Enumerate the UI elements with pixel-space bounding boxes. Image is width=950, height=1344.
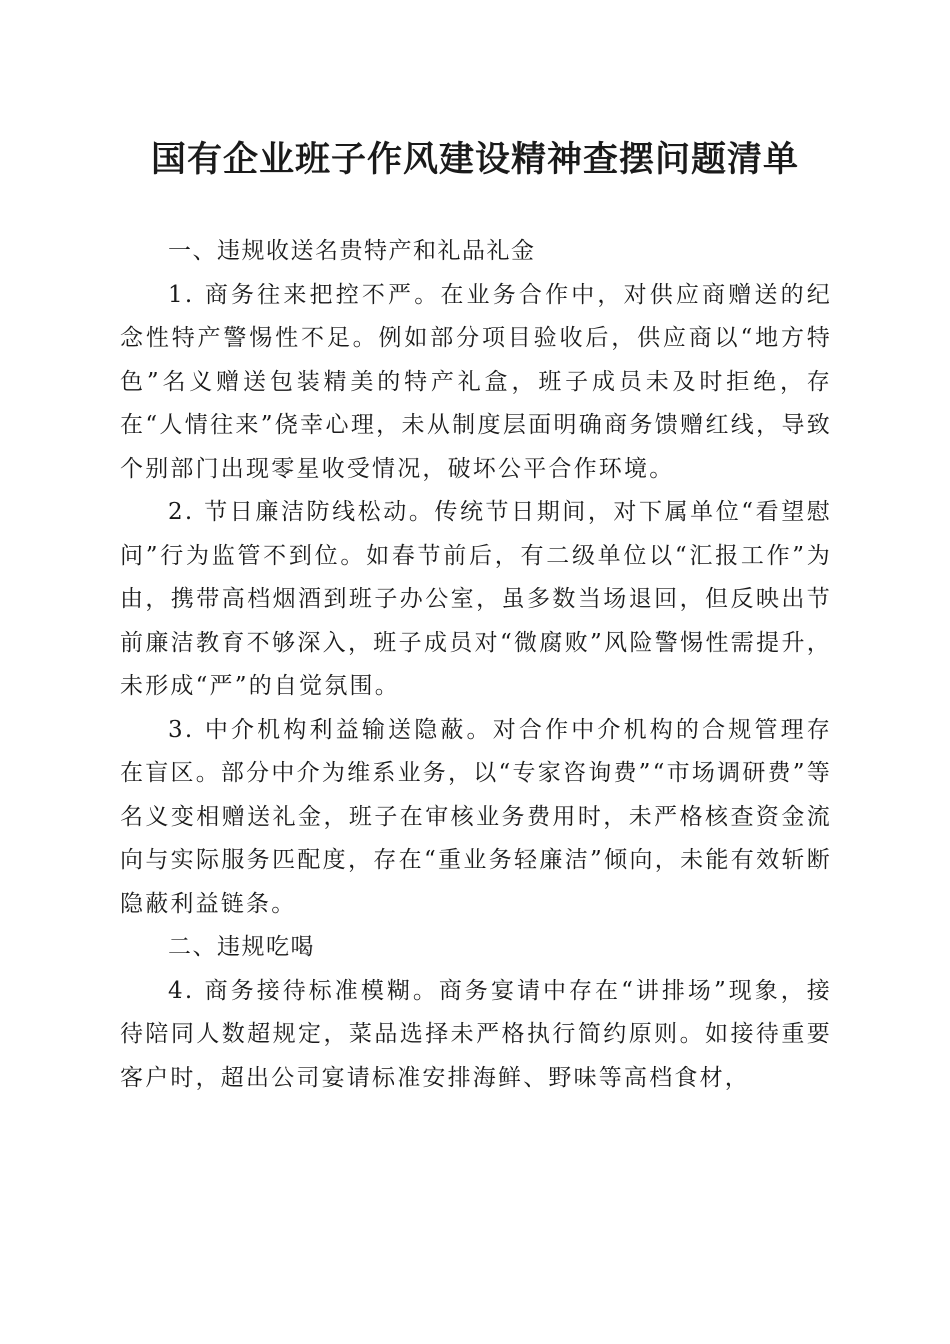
paragraph: 3. 中介机构利益输送隐蔽。对合作中介机构的合规管理存在盲区。部分中介为维系业务，以“专家咨询费”“市场调研费”等名义变相赠送礼金，班子在审核业务费用时，未严格核查资金流向与实际服务匹配度，存在“重业务轻廉洁”倾向，未能有效斩断隐蔽利益链条。 xyxy=(120,716,832,917)
document-body xyxy=(120,230,832,1100)
paragraph: 4. 商务接待标准模糊。商务宴请中存在“讲排场”现象，接待陪同人数超规定，菜品选择未严格执行简约原则。如接待重要客户时，超出公司宴请标准安排海鲜、野味等高档食材， xyxy=(120,977,832,1091)
document-title: 国有企业班子作风建设精神查摆问题清单 xyxy=(150,139,799,180)
paragraph: 1. 商务往来把控不严。在业务合作中，对供应商赠送的纪念性特产警惕性不足。例如部分项目验收后，供应商以“地方特色”名义赠送包装精美的特产礼盒，班子成员未及时拒绝，存在“人情往来”侥幸心理，未从制度层面明确商务馈赠红线，导致个别部门出现零星收受情况，破坏公平合作环境。 xyxy=(120,281,832,482)
section-heading: 二、违规吃喝 xyxy=(168,934,315,960)
section-heading: 一、违规收送名贵特产和礼品礼金 xyxy=(168,238,536,264)
paragraph: 2. 节日廉洁防线松动。传统节日期间，对下属单位“看望慰问”行为监管不到位。如春节前后，有二级单位以“汇报工作”为由，携带高档烟酒到班子办公室，虽多数当场退回，但反映出节前廉洁教育不够深入，班子成员对“微腐败”风险警惕性需提升，未形成“严”的自觉氛围。 xyxy=(120,499,832,699)
